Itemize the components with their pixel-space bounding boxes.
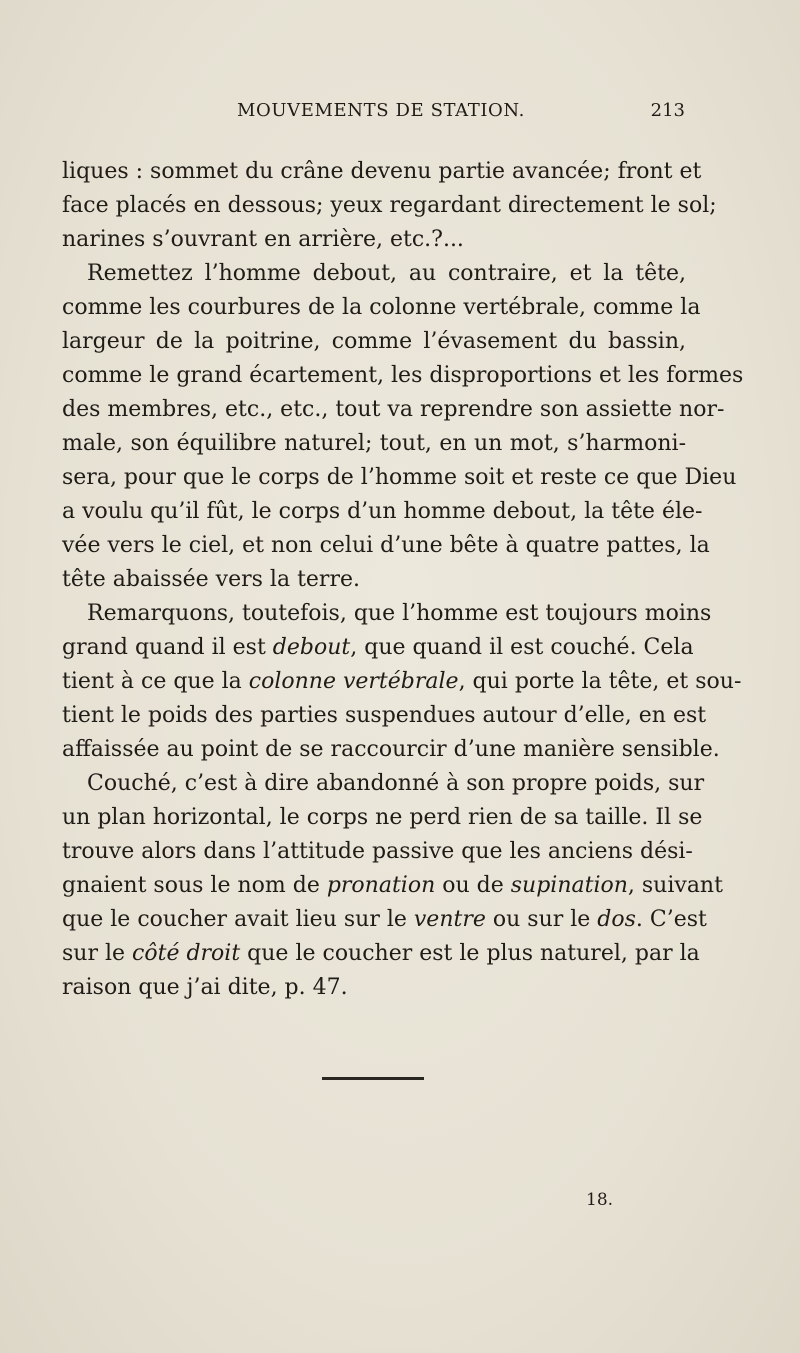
italic-term: côté droit — [132, 941, 241, 966]
italic-term: debout — [272, 635, 351, 660]
text-line — [62, 189, 717, 223]
line-segment: sera, pour que le corps de l’homme soit et reste ce que Dieu — [62, 465, 737, 490]
text-line — [62, 223, 686, 257]
body-text — [62, 155, 744, 1005]
italic-term: colonne vertébrale — [248, 669, 459, 694]
text-line — [62, 495, 703, 529]
signature-mark: 18. — [586, 1190, 614, 1210]
text-line — [62, 461, 737, 495]
text-line — [62, 529, 710, 563]
line-segment: , que quand il est couché. Cela — [350, 635, 694, 660]
line-segment: . C’est — [635, 907, 707, 932]
text-line — [62, 801, 703, 835]
line-segment: trouve alors dans l’attitude passive que les anciens dési- — [62, 839, 693, 864]
italic-term: supination — [510, 873, 628, 898]
line-segment: largeur de la poitrine, comme l’évasement du bassin, — [62, 329, 686, 354]
line-segment: Remarquons, toutefois, que l’homme est toujours moins — [87, 601, 712, 626]
line-segment: male, son équilibre naturel; tout, en un mot, s’harmoni- — [62, 431, 686, 456]
page-number: 213 — [650, 100, 685, 121]
line-segment: comme les courbures de la colonne vertébrale, comme la — [62, 295, 701, 320]
line-segment: tient à ce que la — [62, 669, 249, 694]
text-line — [62, 971, 686, 1005]
line-segment: a voulu qu’il fût, le corps d’un homme debout, la tête éle- — [62, 499, 703, 524]
text-line — [62, 699, 707, 733]
text-line — [62, 291, 701, 325]
text-line — [62, 597, 712, 631]
text-line — [62, 937, 700, 971]
italic-term: ventre — [413, 907, 486, 932]
line-segment: gnaient sous le nom de — [62, 873, 327, 898]
text-line — [62, 733, 720, 767]
line-segment: face placés en dessous; yeux regardant directement le sol; — [62, 193, 717, 218]
text-line — [62, 325, 686, 359]
line-segment: comme le grand écartement, les disproportions et les formes — [62, 363, 744, 388]
line-segment: que le coucher avait lieu sur le — [62, 907, 414, 932]
text-line — [62, 563, 686, 597]
text-line — [62, 869, 723, 903]
text-line — [62, 427, 686, 461]
line-segment: tête abaissée vers la terre. — [62, 567, 360, 592]
running-head — [0, 100, 800, 130]
text-line — [62, 155, 702, 189]
text-line — [62, 767, 705, 801]
line-segment: grand quand il est — [62, 635, 273, 660]
line-segment: liques : sommet du crâne devenu partie avancée; front et — [62, 159, 702, 184]
line-segment: ou de — [435, 873, 511, 898]
italic-term: pronation — [326, 873, 436, 898]
running-title: MOUVEMENTS DE STATION. — [237, 100, 525, 121]
line-segment: un plan horizontal, le corps ne perd rien de sa taille. Il se — [62, 805, 703, 830]
line-segment: narines s’ouvrant en arrière, etc.?... — [62, 227, 464, 252]
text-line — [62, 835, 693, 869]
text-line — [62, 393, 725, 427]
text-line — [62, 665, 742, 699]
text-line — [62, 903, 707, 937]
text-line — [62, 359, 744, 393]
line-segment: vée vers le ciel, et non celui d’une bête à quatre pattes, la — [62, 533, 710, 558]
text-line — [62, 631, 694, 665]
section-rule — [322, 1077, 424, 1080]
line-segment: des membres, etc., etc., tout va reprendre son assiette nor- — [62, 397, 725, 422]
text-line — [62, 257, 686, 291]
line-segment: Couché, c’est à dire abandonné à son propre poids, sur — [87, 771, 705, 796]
line-segment: tient le poids des parties suspendues autour d’elle, en est — [62, 703, 707, 728]
line-segment: , suivant — [627, 873, 723, 898]
line-segment: raison que j’ai dite, p. 47. — [62, 975, 348, 1000]
line-segment: sur le — [62, 941, 133, 966]
italic-term: dos — [597, 907, 636, 932]
line-segment: affaissée au point de se raccourcir d’une manière sensible. — [62, 737, 720, 762]
line-segment: , qui porte la tête, et sou- — [458, 669, 742, 694]
line-segment: que le coucher est le plus naturel, par la — [240, 941, 700, 966]
line-segment: Remettez l’homme debout, au contraire, et la tête, — [87, 261, 686, 286]
line-segment: ou sur le — [485, 907, 598, 932]
